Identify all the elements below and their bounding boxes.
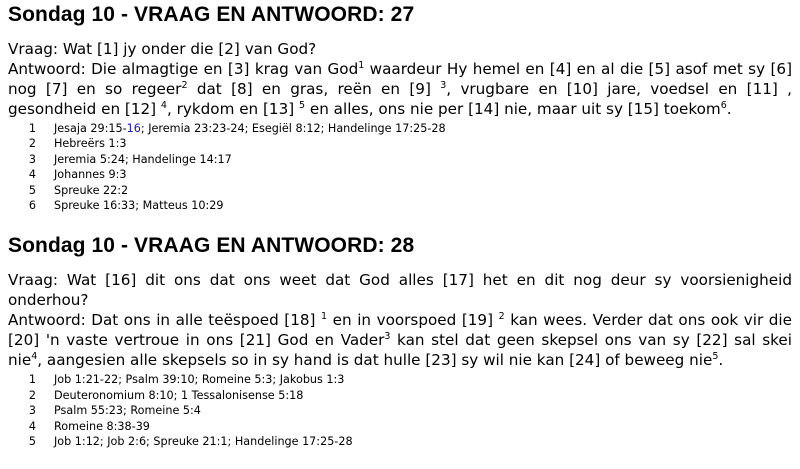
- footnote-marker: 3: [384, 331, 391, 343]
- answer-text: dat [8] en gras, reën en [9]: [187, 80, 441, 98]
- reference-item: [8, 152, 792, 167]
- reference-number: 2: [28, 137, 36, 151]
- answer-text: en in voorspoed [19]: [327, 311, 499, 330]
- reference-item: [8, 434, 792, 449]
- answer-text: , aangesien alle skepsels so in sy hand is dat hulle [23] sy wil nie kan [24] of beweeg nie: [37, 351, 713, 370]
- footnote-marker: 2: [498, 311, 505, 323]
- footnote-marker: 6: [720, 99, 727, 111]
- footnote-marker: 2: [181, 79, 188, 91]
- answer-text: .: [718, 351, 724, 370]
- scripture-link[interactable]: 16: [126, 122, 141, 135]
- footnote-marker: 3: [440, 79, 447, 91]
- question-28: Vraag: Wat [16] dit ons dat ons weet dat God alles [17] het en dit nog deur sy voorsienigheid onderhou?: [8, 271, 792, 310]
- footnote-marker: 5: [712, 351, 719, 363]
- answer-28: [8, 310, 792, 370]
- answer-text: kan stel dat geen skepsel ons van sy [22] sal skei nie: [8, 331, 792, 370]
- reference-text: Job 1:21-22; Psalm 39:10; Romeine 5:3; Jakobus 1:3: [54, 373, 345, 387]
- answer-text: .: [726, 100, 732, 118]
- answer-text: en alles, ons nie per [14] nie, maar uit sy [15] toekom: [305, 100, 721, 118]
- reference-number: 4: [28, 168, 36, 182]
- answer-text: kan wees. Verder dat ons ook vir die [20] 'n vaste vertroue in ons [21] God en Vader: [8, 311, 792, 350]
- answer-text: , rykdom en [13]: [166, 100, 300, 118]
- reference-item: [8, 419, 792, 434]
- reference-number: 3: [28, 152, 36, 166]
- reference-number: 2: [28, 388, 36, 402]
- reference-text: Psalm 55:23; Romeine 5:4: [54, 404, 201, 418]
- reference-item: [8, 167, 792, 182]
- footnote-marker: 4: [31, 351, 38, 363]
- answer-text: , vrugbare en [10] jare, voedsel en [11] , gesondheid en [12]: [8, 80, 792, 118]
- reference-number: 6: [28, 199, 36, 213]
- answer-27: [8, 59, 792, 119]
- answer-text: Antwoord: Dat ons in alle teëspoed [18]: [8, 311, 322, 330]
- reference-number: 5: [28, 183, 36, 197]
- reference-text: Johannes 9:3: [54, 168, 127, 182]
- reference-post: ; Jeremia 23:23-24; Esegiël 8:12; Handelinge 17:25-28: [140, 122, 446, 135]
- reference-text: Jeremia 5:24; Handelinge 14:17: [54, 152, 232, 166]
- answer-text: waardeur Hy hemel en [4] en al die [5] asof met sy [6] nog [7] en so regeer: [8, 60, 792, 98]
- reference-item: [8, 372, 792, 387]
- reference-text: Deuteronomium 8:10; 1 Tessalonisense 5:18: [54, 388, 304, 402]
- reference-number: 1: [28, 373, 36, 387]
- reference-text: Hebreërs 1:3: [54, 137, 127, 151]
- reference-text: Spreuke 16:33; Matteus 10:29: [54, 199, 224, 213]
- references-list-27: [8, 121, 792, 213]
- section-title-28: Sondag 10 - VRAAG EN ANTWOORD: 28: [8, 234, 415, 258]
- reference-item: [8, 198, 792, 213]
- reference-number: 1: [28, 122, 36, 135]
- section-title-27: Sondag 10 - VRAAG EN ANTWOORD: 27: [8, 3, 415, 26]
- reference-number: 4: [28, 419, 36, 433]
- question-27: Vraag: Wat [1] jy onder die [2] van God?: [8, 40, 317, 58]
- reference-pre: Jesaja 29:15-: [54, 122, 127, 135]
- reference-text: Spreuke 22:2: [54, 183, 129, 197]
- answer-text: Antwoord: Die almagtige en [3] krag van God: [8, 60, 359, 78]
- footnote-marker: 4: [160, 99, 167, 111]
- reference-item: [8, 121, 792, 136]
- reference-number: 3: [28, 404, 36, 418]
- reference-item: [8, 183, 792, 198]
- reference-item: [8, 403, 792, 418]
- reference-item: [8, 388, 792, 403]
- footnote-marker: 5: [299, 99, 306, 111]
- footnote-marker: 1: [358, 59, 365, 71]
- reference-text: [54, 121, 446, 136]
- reference-item: [8, 136, 792, 151]
- reference-number: 5: [28, 435, 36, 449]
- reference-text: Job 1:12; Job 2:6; Spreuke 21:1; Handelinge 17:25-28: [54, 435, 353, 449]
- footnote-marker: 1: [321, 311, 328, 323]
- reference-text: Romeine 8:38-39: [54, 419, 150, 433]
- references-list-28: [8, 372, 792, 449]
